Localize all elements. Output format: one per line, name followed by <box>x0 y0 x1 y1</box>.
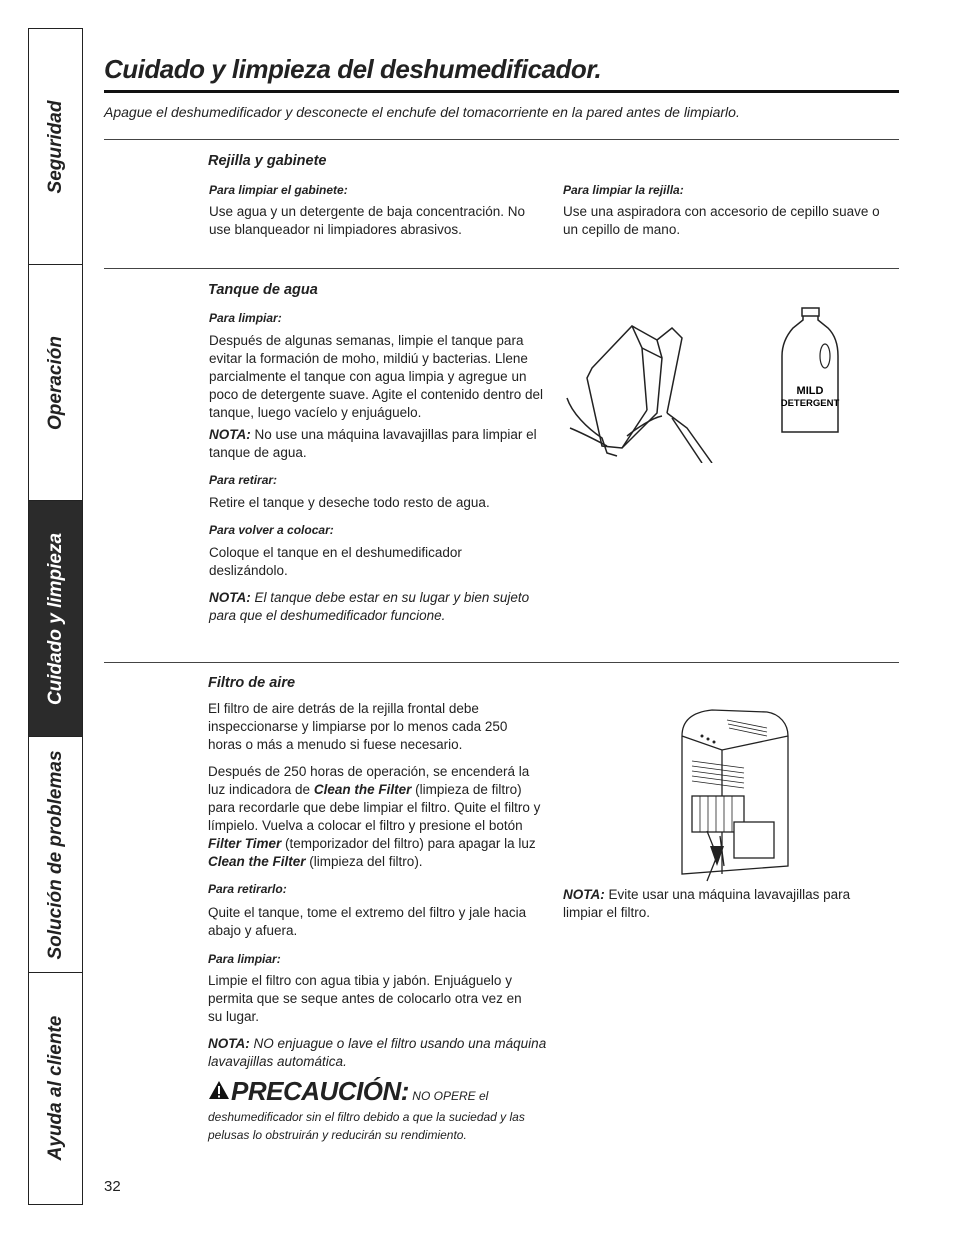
bottle-label-mild: MILD <box>796 385 824 397</box>
text-filtro-clean-light: Después de 250 horas de operación, se encenderá la luz indicadora de Clean the Filter (limpieza de filtro) para recordarle que debe limpiar el filtro. Quite el filtro y límpielo. Vuelva a colocar el filtro y presione el botón Filter Timer (temporizador del filtro) para apagar la luz Clean the Filter (limpieza del filtro). <box>208 764 541 869</box>
title-rule <box>104 90 899 93</box>
text-para-limpiar: Después de algunas semanas, limpie el tanque para evitar la formación de moho, mildiú y bacterias. Llene parcialmente el tanque con agua limpia y agregue un poco de detergente suave. Agite el contenido dentro del tanque, luego vacíelo y enjuáguelo. <box>209 333 543 420</box>
caution-heading <box>208 1076 488 1107</box>
caution-text: deshumedificador sin el filtro debido a que la suciedad y las pelusas lo obstruirán y reducirán su rendimiento. <box>208 1110 525 1142</box>
divider <box>104 139 899 140</box>
sub-para-retirarlo: Para retirarlo: <box>208 882 287 896</box>
sub-limpiar-gabinete: Para limpiar el gabinete: <box>209 183 348 197</box>
bottle-label-detergent: DETERGENT <box>780 398 840 409</box>
section-heading-tanque: Tanque de agua <box>208 282 318 298</box>
tank-cleaning-illustration <box>562 318 722 463</box>
tab-operacion[interactable]: Operación <box>29 265 82 501</box>
text-filtro-intro: El filtro de aire detrás de la rejilla frontal debe inspeccionarse y limpiarse por lo menos cada 250 horas o más a menudo si fuese necesario. <box>208 701 508 752</box>
tab-ayuda-al-cliente[interactable]: Ayuda al cliente <box>44 1015 66 1161</box>
sub-para-limpiar: Para limpiar: <box>209 311 282 325</box>
tab-solucion-de-problemas[interactable]: Solución de problemas <box>29 737 82 973</box>
tab-seguridad[interactable]: Seguridad <box>29 29 82 265</box>
divider <box>104 268 899 269</box>
section-heading-filtro: Filtro de aire <box>208 675 296 691</box>
caution-inline: NO OPERE el <box>408 1089 489 1103</box>
dehumidifier-filter-illustration <box>672 706 792 882</box>
note-tanque-sujeto: NOTA: El tanque debe estar en su lugar y bien sujeto para que el deshumedificador funcione. <box>209 590 530 623</box>
text-para-retirar: Retire el tanque y deseche todo resto de agua. <box>209 495 490 510</box>
text-limpiar-rejilla: Use una aspiradora con accesorio de cepillo suave o un cepillo de mano. <box>563 204 880 237</box>
caution-title: PRECAUCIÓN: <box>231 1076 409 1106</box>
warning-icon <box>208 1080 230 1100</box>
divider <box>104 662 899 663</box>
text-volver-a-colocar: Coloque el tanque en el deshumedificador deslizándolo. <box>209 545 462 578</box>
sidebar-tabs <box>28 28 83 1205</box>
note-filtro-lavavajillas: NOTA: NO enjuague o lave el filtro usando una máquina lavavajillas automática. <box>208 1036 547 1069</box>
tab-cuidado-y-limpieza[interactable]: Cuidado y limpieza <box>29 501 82 737</box>
note-filtro-right: NOTA: Evite usar una máquina lavavajillas para limpiar el filtro. <box>563 887 851 920</box>
page-title: Cuidado y limpieza del deshumedificador. <box>104 54 602 84</box>
text-limpiar-gabinete: Use agua y un detergente de baja concentración. No use blanqueador ni limpiadores abrasivos. <box>209 204 525 237</box>
sub-para-limpiar-filtro: Para limpiar: <box>208 952 281 966</box>
note-tanque-lavavajillas: NOTA: No use una máquina lavavajillas para limpiar el tanque de agua. <box>209 427 537 460</box>
intro-text: Apague el deshumedificador y desconecte el enchufe del tomacorriente en la pared antes de limpiarlo. <box>104 104 740 120</box>
text-para-limpiar-filtro: Limpie el filtro con agua tibia y jabón. Enjuáguelo y permita que se seque antes de colocarlo otra vez en su lugar. <box>208 973 522 1024</box>
detergent-bottle-icon <box>778 306 843 436</box>
page-number: 32 <box>104 1178 121 1195</box>
section-heading-rejilla: Rejilla y gabinete <box>208 153 327 169</box>
sub-volver-a-colocar: Para volver a colocar: <box>209 523 334 537</box>
text-para-retirarlo: Quite el tanque, tome el extremo del filtro y jale hacia abajo y afuera. <box>208 905 527 938</box>
sub-limpiar-rejilla: Para limpiar la rejilla: <box>563 183 684 197</box>
sub-para-retirar: Para retirar: <box>209 473 278 487</box>
